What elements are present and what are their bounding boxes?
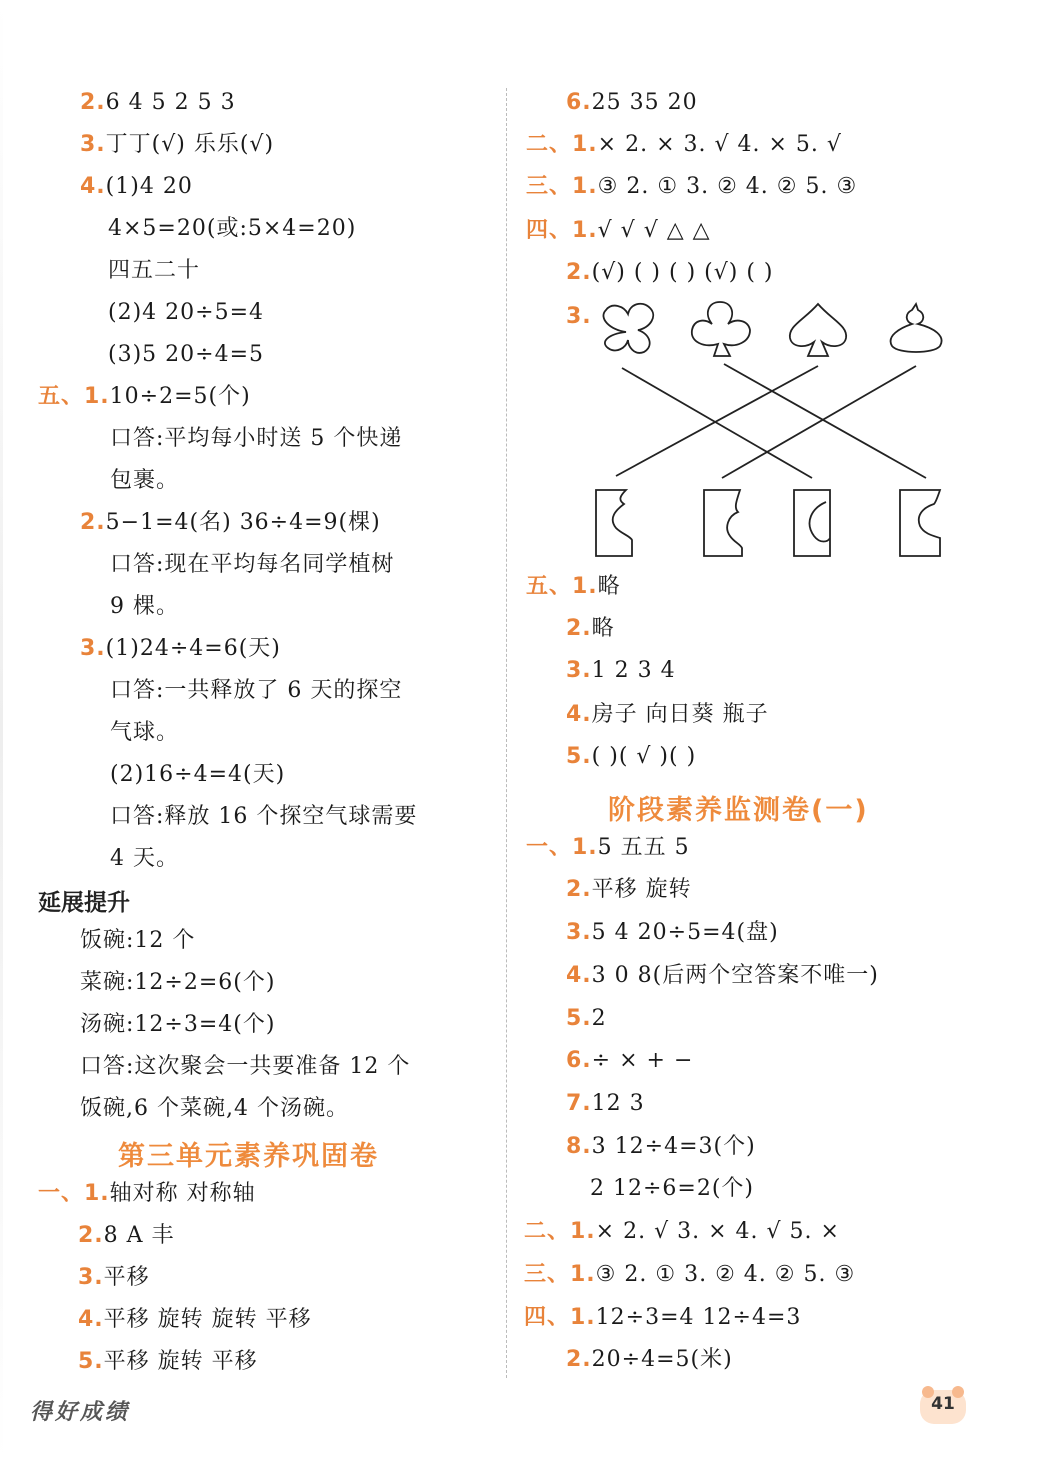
answer-line: 4.房子 向日葵 瓶子 bbox=[566, 702, 769, 727]
answer-line: 2.略 bbox=[566, 616, 615, 641]
answer-line: 5.平移 旋转 平移 bbox=[78, 1349, 258, 1374]
answer-line: 2.5−1=4(名) 36÷4=9(棵) bbox=[80, 510, 381, 535]
answer-line: 4×5=20(或:5×4=20) bbox=[108, 216, 357, 241]
answer-line: 2.6 4 5 2 5 3 bbox=[80, 90, 236, 115]
half-shape-2 bbox=[704, 490, 742, 556]
page-number-badge bbox=[920, 1386, 966, 1424]
extension-title: 延展提升 bbox=[38, 890, 130, 916]
answer-line: 二、1.× 2. × 3. √ 4. × 5. √ bbox=[526, 132, 842, 157]
answer-line: 四五二十 bbox=[108, 258, 201, 283]
answer-line: 口答:一共释放了 6 天的探空 bbox=[110, 678, 403, 703]
answer-line: 4.(1)4 20 bbox=[80, 174, 193, 199]
answer-line: 3.平移 bbox=[78, 1265, 150, 1290]
unit3-title: 第三单元素养巩固卷 bbox=[118, 1141, 379, 1172]
footer-brand: 得好成绩 bbox=[30, 1399, 131, 1425]
answer-line: 一、1.5 五五 5 bbox=[526, 835, 690, 860]
answer-line: 3. bbox=[566, 304, 592, 329]
page-edge bbox=[0, 0, 3, 1464]
answer-line: 气球。 bbox=[110, 720, 180, 745]
answer-line: 口答:现在平均每名同学植树 bbox=[110, 552, 395, 577]
answer-line: 2.(√) ( ) ( ) (√) ( ) bbox=[566, 260, 774, 285]
answer-line: 四、1.√ √ √ △ △ bbox=[526, 218, 711, 243]
answer-line: (2)4 20÷5=4 bbox=[108, 300, 265, 325]
extension-line: 饭碗,6 个菜碗,4 个汤碗。 bbox=[80, 1096, 349, 1121]
answer-line: 五、1.略 bbox=[526, 574, 621, 599]
answer-line: 2 12÷6=2(个) bbox=[590, 1176, 755, 1201]
club-shape bbox=[692, 302, 750, 356]
answer-line: (2)16÷4=4(天) bbox=[110, 762, 286, 787]
page-number: 41 bbox=[931, 1394, 955, 1414]
answer-line: 6.25 35 20 bbox=[566, 90, 698, 115]
stage-title: 阶段素养监测卷(一) bbox=[608, 795, 869, 826]
shape-matching-diagram bbox=[590, 296, 960, 566]
answer-line: 四、1.12÷3=4 12÷4=3 bbox=[524, 1305, 802, 1330]
answer-line: 5.2 bbox=[566, 1006, 607, 1031]
extension-line: 饭碗:12 个 bbox=[80, 928, 196, 953]
trefoil-shape bbox=[603, 304, 653, 353]
extension-line: 汤碗:12÷3=4(个) bbox=[80, 1012, 276, 1037]
answer-line: 三、1.③ 2. ① 3. ② 4. ② 5. ③ bbox=[526, 174, 858, 199]
answer-line: 2.20÷4=5(米) bbox=[566, 1347, 733, 1372]
answer-line: 3.丁丁(√) 乐乐(√) bbox=[80, 132, 275, 157]
half-shape-3 bbox=[794, 490, 830, 556]
half-shape-1 bbox=[596, 490, 632, 556]
answer-line: 4.平移 旋转 旋转 平移 bbox=[78, 1307, 312, 1332]
answer-line: 2.平移 旋转 bbox=[566, 877, 692, 902]
answer-line: 五、1.10÷2=5(个) bbox=[38, 384, 251, 409]
extension-line: 口答:这次聚会一共要准备 12 个 bbox=[80, 1054, 411, 1079]
answer-line: 4 天。 bbox=[110, 846, 179, 871]
answer-line: 5.( )( √ )( ) bbox=[566, 744, 697, 769]
answer-line: 口答:释放 16 个探空气球需要 bbox=[110, 804, 418, 829]
answer-line: 6.÷ × + − bbox=[566, 1048, 694, 1073]
answer-line: 三、1.③ 2. ① 3. ② 4. ② 5. ③ bbox=[524, 1262, 856, 1287]
answer-line: 8.3 12÷4=3(个) bbox=[566, 1134, 756, 1159]
answer-line: 3.1 2 3 4 bbox=[566, 658, 676, 683]
answer-line: 4.3 0 8(后两个空答案不唯一) bbox=[566, 963, 879, 988]
gourd-shape bbox=[891, 304, 942, 352]
answer-line: 包裹。 bbox=[110, 468, 180, 493]
answer-line: 7.12 3 bbox=[566, 1091, 645, 1116]
spade-shape bbox=[790, 304, 846, 356]
answer-line: 2.8 A 丰 bbox=[78, 1223, 175, 1248]
column-divider bbox=[506, 88, 507, 1378]
answer-line: 一、1.轴对称 对称轴 bbox=[38, 1181, 256, 1206]
answer-line: 3.5 4 20÷5=4(盘) bbox=[566, 920, 779, 945]
extension-line: 菜碗:12÷2=6(个) bbox=[80, 970, 276, 995]
half-shape-4 bbox=[900, 490, 940, 556]
answer-line: (3)5 20÷4=5 bbox=[108, 342, 265, 367]
answer-line: 9 棵。 bbox=[110, 594, 179, 619]
answer-line: 3.(1)24÷4=6(天) bbox=[80, 636, 281, 661]
answer-line: 二、1.× 2. √ 3. × 4. √ 5. × bbox=[524, 1219, 840, 1244]
answer-line: 口答:平均每小时送 5 个快递 bbox=[110, 426, 403, 451]
